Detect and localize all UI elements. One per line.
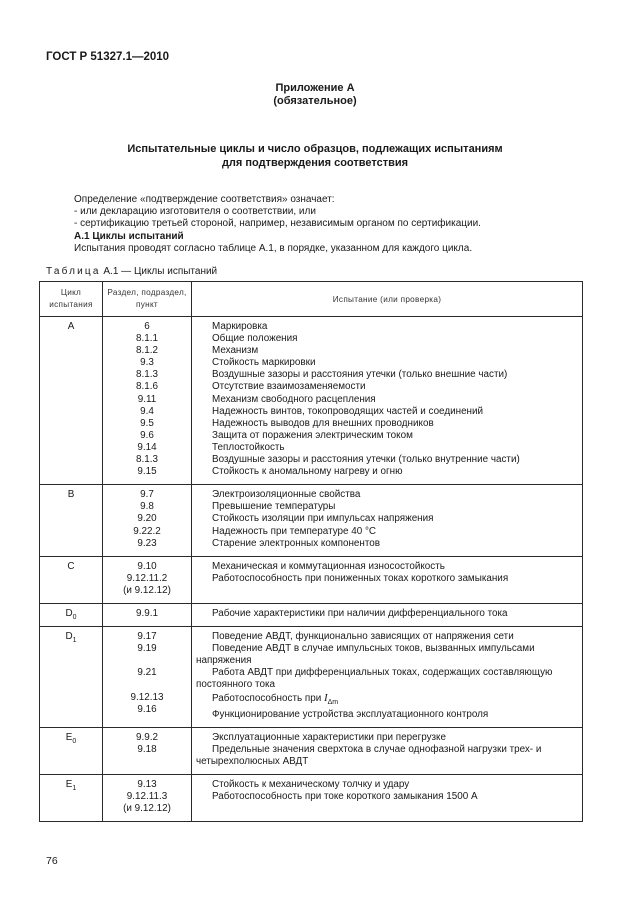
intro-paragraph: - сертификацию третьей стороной, например, независимым органом по сертификации. bbox=[74, 218, 481, 230]
table-header-row bbox=[40, 282, 583, 317]
cycle-subscript: 0 bbox=[72, 737, 77, 745]
clause: 8.1.3 bbox=[136, 369, 158, 381]
test-name: Механизм свободного расцепления bbox=[212, 393, 376, 405]
intro-paragraph: - или декларацию изготовителя о соответствии, или bbox=[74, 206, 316, 218]
test-cell bbox=[192, 727, 583, 774]
test-cell bbox=[192, 317, 583, 485]
clause: 9.10 bbox=[137, 560, 157, 572]
section-heading-line2: для подтверждения соответствия bbox=[221, 157, 409, 169]
clause: 9.3 bbox=[140, 357, 154, 369]
table-row bbox=[40, 603, 583, 626]
test-name: Механическая и коммутационная износостойкость bbox=[212, 560, 445, 572]
clause: 9.18 bbox=[137, 743, 157, 755]
subsection-heading: А.1 Циклы испытаний bbox=[74, 230, 184, 242]
cycle-subscript: 1 bbox=[72, 784, 77, 792]
clause: 9.11 bbox=[137, 393, 157, 405]
test-cell bbox=[192, 485, 583, 556]
test-name: Предельные значения сверхтока в случае однофазной нагрузки трех- и четырехполюсных АВДТ bbox=[196, 743, 542, 767]
test-name: Эксплуатационные характеристики при перегрузке bbox=[212, 731, 446, 743]
table-caption-prefix: Таблица bbox=[46, 266, 101, 277]
table-row bbox=[40, 727, 583, 774]
header-cycle bbox=[40, 282, 103, 317]
table-row bbox=[40, 627, 583, 728]
clause: 9.5 bbox=[140, 417, 154, 429]
clause: 9.4 bbox=[140, 405, 154, 417]
test-name bbox=[196, 692, 576, 709]
intro-paragraph: Определение «подтверждение соответствия» означает: bbox=[74, 194, 335, 205]
test-name: Работа АВДТ при дифференциальных токах, содержащих составляющую постоянного тока bbox=[196, 667, 553, 691]
clause: (и 9.12.12) bbox=[123, 803, 171, 815]
clause-cell bbox=[103, 774, 192, 821]
document-header: ГОСТ Р 51327.1—2010 bbox=[46, 51, 170, 63]
intro-text bbox=[74, 194, 594, 255]
clause: 9.12.13 bbox=[130, 691, 164, 703]
cycle-subscript: 0 bbox=[72, 613, 77, 621]
test-cell bbox=[192, 603, 583, 626]
clause: (и 9.12.12) bbox=[123, 584, 171, 596]
table-row bbox=[40, 774, 583, 821]
clause: 8.1.1 bbox=[136, 333, 158, 345]
clause: 9.7 bbox=[140, 489, 154, 501]
test-name: Превышение температуры bbox=[212, 501, 336, 513]
clause: 9.21 bbox=[137, 667, 157, 679]
clause: 9.8 bbox=[140, 501, 154, 513]
intro-paragraph: Испытания проводят согласно таблице А.1, в порядке, указанном для каждого цикла. bbox=[74, 242, 473, 254]
cycle-cell bbox=[40, 774, 103, 821]
table-row bbox=[40, 556, 583, 603]
appendix-title: Приложение А bbox=[275, 82, 355, 94]
test-name: Воздушные зазоры и расстояния утечки (только внутренние части) bbox=[212, 454, 520, 466]
test-name: Электроизоляционные свойства bbox=[212, 489, 361, 501]
table-caption bbox=[46, 266, 217, 277]
header-cycle-line1: Цикл bbox=[60, 287, 82, 297]
test-cycles-table bbox=[39, 281, 583, 822]
clause-cell bbox=[103, 485, 192, 556]
test-name: Механизм bbox=[212, 345, 259, 357]
clause: 9.9.1 bbox=[136, 607, 158, 619]
clause-cell bbox=[103, 727, 192, 774]
test-name: Поведение АВДТ в случае импульсных токов, вызванных импульсами напряжения bbox=[196, 643, 535, 667]
test-name: Маркировка bbox=[212, 321, 268, 332]
clause: 9.19 bbox=[137, 643, 157, 655]
test-name: Функционирование устройства эксплуатационного контроля bbox=[212, 708, 489, 720]
header-clause bbox=[103, 282, 192, 317]
clause: 9.12.11.2 bbox=[126, 572, 168, 584]
clause: 9.14 bbox=[137, 441, 157, 453]
test-name: Стойкость изоляции при импульсах напряжения bbox=[212, 513, 434, 525]
clause: 8.1.3 bbox=[136, 454, 158, 466]
cycle-subscript: 1 bbox=[72, 637, 77, 645]
clause: 9.20 bbox=[137, 513, 157, 525]
header-clause-line2: пункт bbox=[136, 300, 158, 309]
section-heading-line1: Испытательные циклы и число образцов, подлежащих испытаниям bbox=[127, 143, 503, 155]
clause-cell bbox=[103, 627, 192, 728]
clause-cell bbox=[103, 603, 192, 626]
clause: 9.12.11.3 bbox=[126, 791, 168, 803]
current-symbol: I bbox=[323, 691, 328, 704]
test-cell bbox=[192, 774, 583, 821]
clause: 8.1.6 bbox=[136, 381, 158, 393]
clause: 9.9.2 bbox=[136, 731, 158, 743]
header-clause-line1: Раздел, подраздел, bbox=[107, 287, 187, 297]
clause: 9.22.2 bbox=[133, 525, 161, 537]
cycle-cell: C bbox=[40, 556, 103, 603]
test-name: Стойкость к аномальному нагреву и огню bbox=[212, 466, 403, 478]
test-name: Стойкость к механическому толчку и удару bbox=[212, 778, 410, 790]
cycle-letter: D bbox=[65, 607, 73, 619]
clause: 8.1.2 bbox=[136, 345, 158, 357]
test-name: Воздушные зазоры и расстояния утечки (только внешние части) bbox=[212, 369, 508, 381]
cycle-cell: A bbox=[40, 317, 103, 485]
header-cycle-line2: испытания bbox=[49, 300, 93, 309]
appendix-status: (обязательное) bbox=[273, 95, 357, 107]
test-name: Надежность при температуре 40 °С bbox=[212, 525, 377, 537]
test-name-text: Работоспособность при bbox=[212, 692, 324, 704]
clause: 6 bbox=[144, 321, 150, 332]
test-cell bbox=[192, 556, 583, 603]
test-cell bbox=[192, 627, 583, 728]
clause: 9.17 bbox=[137, 631, 157, 643]
page-number: 76 bbox=[46, 855, 58, 867]
test-name: Отсутствие взаимозаменяемости bbox=[212, 381, 366, 393]
clause: 9.16 bbox=[137, 703, 157, 715]
header-test: Испытание (или проверка) bbox=[192, 282, 583, 317]
cycle-cell bbox=[40, 627, 103, 728]
test-name: Защита от поражения электрическим током bbox=[212, 429, 413, 441]
clause-cell bbox=[103, 556, 192, 603]
clause-cell bbox=[103, 317, 192, 485]
test-name: Работоспособность при пониженных токах короткого замыкания bbox=[212, 572, 509, 584]
test-name: Поведение АВДТ, функционально зависящих от напряжения сети bbox=[212, 631, 514, 643]
test-name: Надежность винтов, токопроводящих частей и соединений bbox=[212, 405, 484, 417]
clause: 9.6 bbox=[140, 429, 154, 441]
cycle-letter: E bbox=[65, 731, 73, 743]
test-name: Стойкость маркировки bbox=[212, 357, 316, 369]
test-name: Общие положения bbox=[212, 333, 298, 345]
test-name: Надежность выводов для внешних проводников bbox=[212, 417, 434, 429]
cycle-cell: B bbox=[40, 485, 103, 556]
test-name: Старение электронных компонентов bbox=[212, 537, 381, 549]
cycle-letter: D bbox=[65, 631, 73, 643]
test-name: Работоспособность при токе короткого замыкания 1500 А bbox=[212, 791, 478, 803]
cycle-cell bbox=[40, 603, 103, 626]
cycle-cell bbox=[40, 727, 103, 774]
clause: 9.23 bbox=[137, 537, 157, 549]
table-row bbox=[40, 485, 583, 556]
current-subscript: Δm bbox=[327, 698, 339, 706]
table-row bbox=[40, 317, 583, 485]
table-caption-text: А.1 — Циклы испытаний bbox=[103, 266, 218, 277]
clause: 9.13 bbox=[137, 778, 157, 790]
test-name: Теплостойкость bbox=[212, 441, 285, 453]
clause: 9.15 bbox=[137, 466, 157, 478]
test-name: Рабочие характеристики при наличии дифференциального тока bbox=[212, 607, 508, 619]
cycle-letter: E bbox=[65, 778, 73, 790]
